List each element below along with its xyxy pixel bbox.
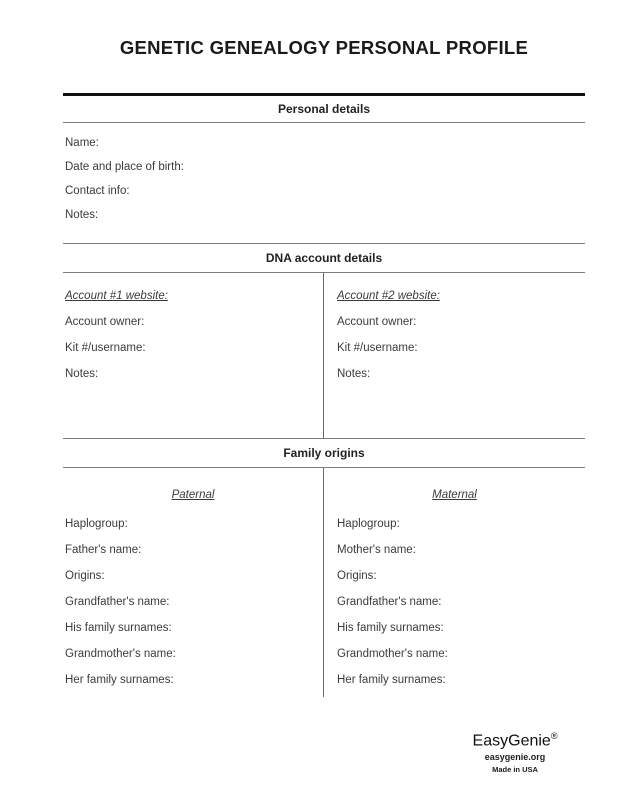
field-label-name: Name: xyxy=(65,137,99,149)
paternal-origins-label: Origins: xyxy=(65,570,105,582)
family-origins-heading: Family origins xyxy=(283,446,365,460)
dna-account-section xyxy=(63,243,585,438)
brand-website: easygenie.org xyxy=(484,752,546,763)
paternal-his-surnames-label: His family surnames: xyxy=(65,622,172,634)
maternal-grandmother-name-label: Grandmother's name: xyxy=(337,648,448,660)
brand-text: EasyGenie xyxy=(472,732,551,750)
page-title: GENETIC GENEALOGY PERSONAL PROFILE xyxy=(119,37,529,58)
family-origins-columns xyxy=(63,468,585,697)
personal-details-heading: Personal details xyxy=(277,102,371,116)
maternal-subheader-wrap xyxy=(324,487,585,500)
maternal-subheader: Maternal xyxy=(432,489,477,501)
account-2-kit-label: Kit #/username: xyxy=(337,342,418,354)
dna-account-1-column xyxy=(63,273,324,438)
dna-account-header xyxy=(63,243,585,273)
made-in-usa-label: Made in USA xyxy=(492,765,538,775)
maternal-his-surnames-label: His family surnames: xyxy=(337,622,444,634)
field-label-birth: Date and place of birth: xyxy=(65,161,184,173)
dna-account-2-column xyxy=(324,273,585,438)
maternal-origins-label: Origins: xyxy=(337,570,377,582)
maternal-mother-name-label: Mother's name: xyxy=(337,544,416,556)
account-1-website-label: Account #1 website: xyxy=(65,290,168,302)
brand-footer xyxy=(440,727,590,774)
paternal-grandfather-name-label: Grandfather's name: xyxy=(65,596,170,608)
maternal-haplogroup-label: Haplogroup: xyxy=(337,518,400,530)
personal-details-fields xyxy=(63,123,585,221)
paternal-father-name-label: Father's name: xyxy=(65,544,142,556)
paternal-subheader-wrap xyxy=(63,487,323,500)
paternal-grandmother-name-label: Grandmother's name: xyxy=(65,648,176,660)
paternal-her-surnames-label: Her family surnames: xyxy=(65,674,174,686)
account-1-kit-label: Kit #/username: xyxy=(65,342,146,354)
account-1-notes-label: Notes: xyxy=(65,368,99,380)
paternal-haplogroup-label: Haplogroup: xyxy=(65,518,128,530)
field-label-notes: Notes: xyxy=(65,209,99,221)
registered-mark: ® xyxy=(550,731,558,741)
family-origins-section xyxy=(63,438,585,697)
dna-account-columns xyxy=(63,273,585,438)
field-label-contact: Contact info: xyxy=(65,185,130,197)
maternal-column xyxy=(324,468,585,697)
paternal-subheader: Paternal xyxy=(171,489,215,501)
account-2-owner-label: Account owner: xyxy=(337,316,417,328)
maternal-her-surnames-label: Her family surnames: xyxy=(337,674,446,686)
dna-account-heading: DNA account details xyxy=(265,251,383,265)
paternal-column xyxy=(63,468,324,697)
account-1-owner-label: Account owner: xyxy=(65,316,145,328)
account-2-notes-label: Notes: xyxy=(337,368,371,380)
account-2-website-label: Account #2 website: xyxy=(337,290,440,302)
personal-details-header xyxy=(63,93,585,123)
personal-details-section xyxy=(63,93,585,233)
maternal-grandfather-name-label: Grandfather's name: xyxy=(337,596,442,608)
family-origins-header xyxy=(63,438,585,468)
brand-name xyxy=(440,727,590,750)
